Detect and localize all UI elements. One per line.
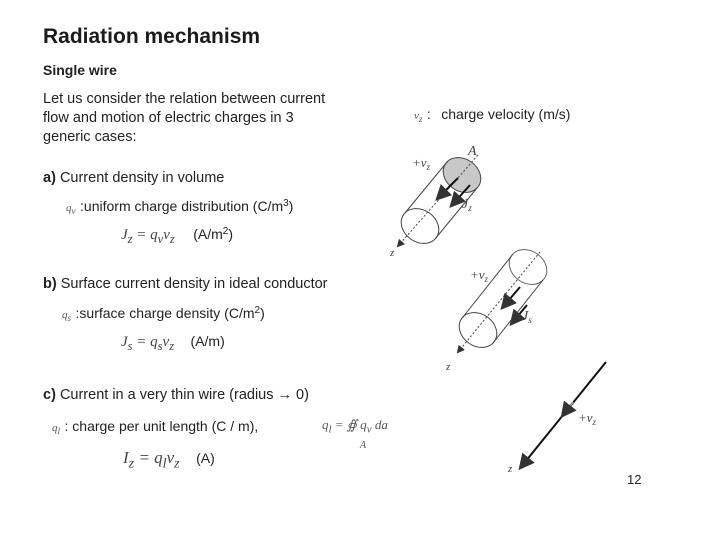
case-b-symbol: $q_s$ bbox=[62, 309, 72, 324]
case-c-integral-domain: A bbox=[360, 440, 367, 451]
cylinder-a-current-label: $J_z$ bbox=[462, 197, 472, 213]
legend-symbol: $v_z$ bbox=[414, 110, 423, 125]
legend-text: charge velocity (m/s) bbox=[441, 106, 571, 122]
case-b-label: b) bbox=[43, 276, 57, 292]
case-a-desc: :uniform charge distribution $(C/m^3)$ bbox=[80, 198, 294, 214]
cylinder-a-velocity-label: $+v_z$ bbox=[412, 155, 431, 172]
case-a-formula: $J_z = q_vv_z$ bbox=[121, 227, 175, 246]
case-c-symbol: $q_l$ bbox=[52, 422, 61, 437]
case-c-formula: $I_z = q_lv_z$ bbox=[123, 448, 180, 472]
case-b-unit: (A/m) bbox=[190, 333, 225, 349]
thin-wire-axis-label: z bbox=[508, 463, 513, 475]
slide-subtitle: Single wire bbox=[43, 62, 117, 78]
cylinder-b-current-label: $J_s$ bbox=[522, 309, 532, 325]
cylinder-b-axis-label: z bbox=[446, 361, 451, 373]
page-number: 12 bbox=[627, 472, 642, 487]
cylinder-b-side-left bbox=[463, 254, 513, 317]
case-c-heading-text: Current in a very thin wire (radius → 0) bbox=[59, 387, 309, 403]
cylinder-b-velocity-label: $+v_z$ bbox=[470, 267, 489, 284]
thin-wire-figure bbox=[507, 362, 606, 475]
case-c-desc: : charge per unit length (C / m), bbox=[64, 418, 259, 434]
cylinder-a-axis-label: z bbox=[390, 247, 395, 259]
case-a-unit: $(A/m^2)$ bbox=[193, 226, 234, 242]
case-b-heading-text: Surface current density in ideal conductor bbox=[60, 276, 328, 292]
cylinder-a-area-label: A bbox=[468, 144, 477, 159]
legend-colon: : bbox=[426, 106, 431, 122]
cylinder-b-bottom-face bbox=[452, 305, 503, 354]
case-b-formula: $J_s = q_sv_z$ bbox=[121, 334, 175, 353]
thin-wire-velocity-label: $+v_z$ bbox=[578, 410, 597, 427]
case-c-unit: (A) bbox=[196, 450, 215, 466]
case-b-desc: :surface charge density $(C/m^2)$ bbox=[75, 305, 265, 321]
case-a-label: a) bbox=[43, 170, 56, 186]
cylinder-volume-figure bbox=[389, 144, 488, 259]
cylinder-b-top-face bbox=[502, 242, 553, 291]
case-c-label: c) bbox=[43, 387, 56, 403]
cylinder-a-bottom-face bbox=[394, 201, 445, 250]
slide-title: Radiation mechanism bbox=[43, 25, 261, 48]
case-a-symbol: $q_v$ bbox=[66, 202, 76, 217]
case-a-heading-text: Current density in volume bbox=[59, 170, 225, 186]
intro-paragraph: Let us consider the relation between current flow and motion of electric charges in 3 generic cases: bbox=[43, 91, 326, 145]
cylinder-surface-figure bbox=[445, 242, 554, 373]
case-c-integral-formula: $q_l$ = ∯ $q_v$ da bbox=[322, 417, 388, 436]
cylinder-b-charge-arrow bbox=[503, 287, 520, 307]
thin-wire-velocity-arrow bbox=[563, 402, 573, 415]
